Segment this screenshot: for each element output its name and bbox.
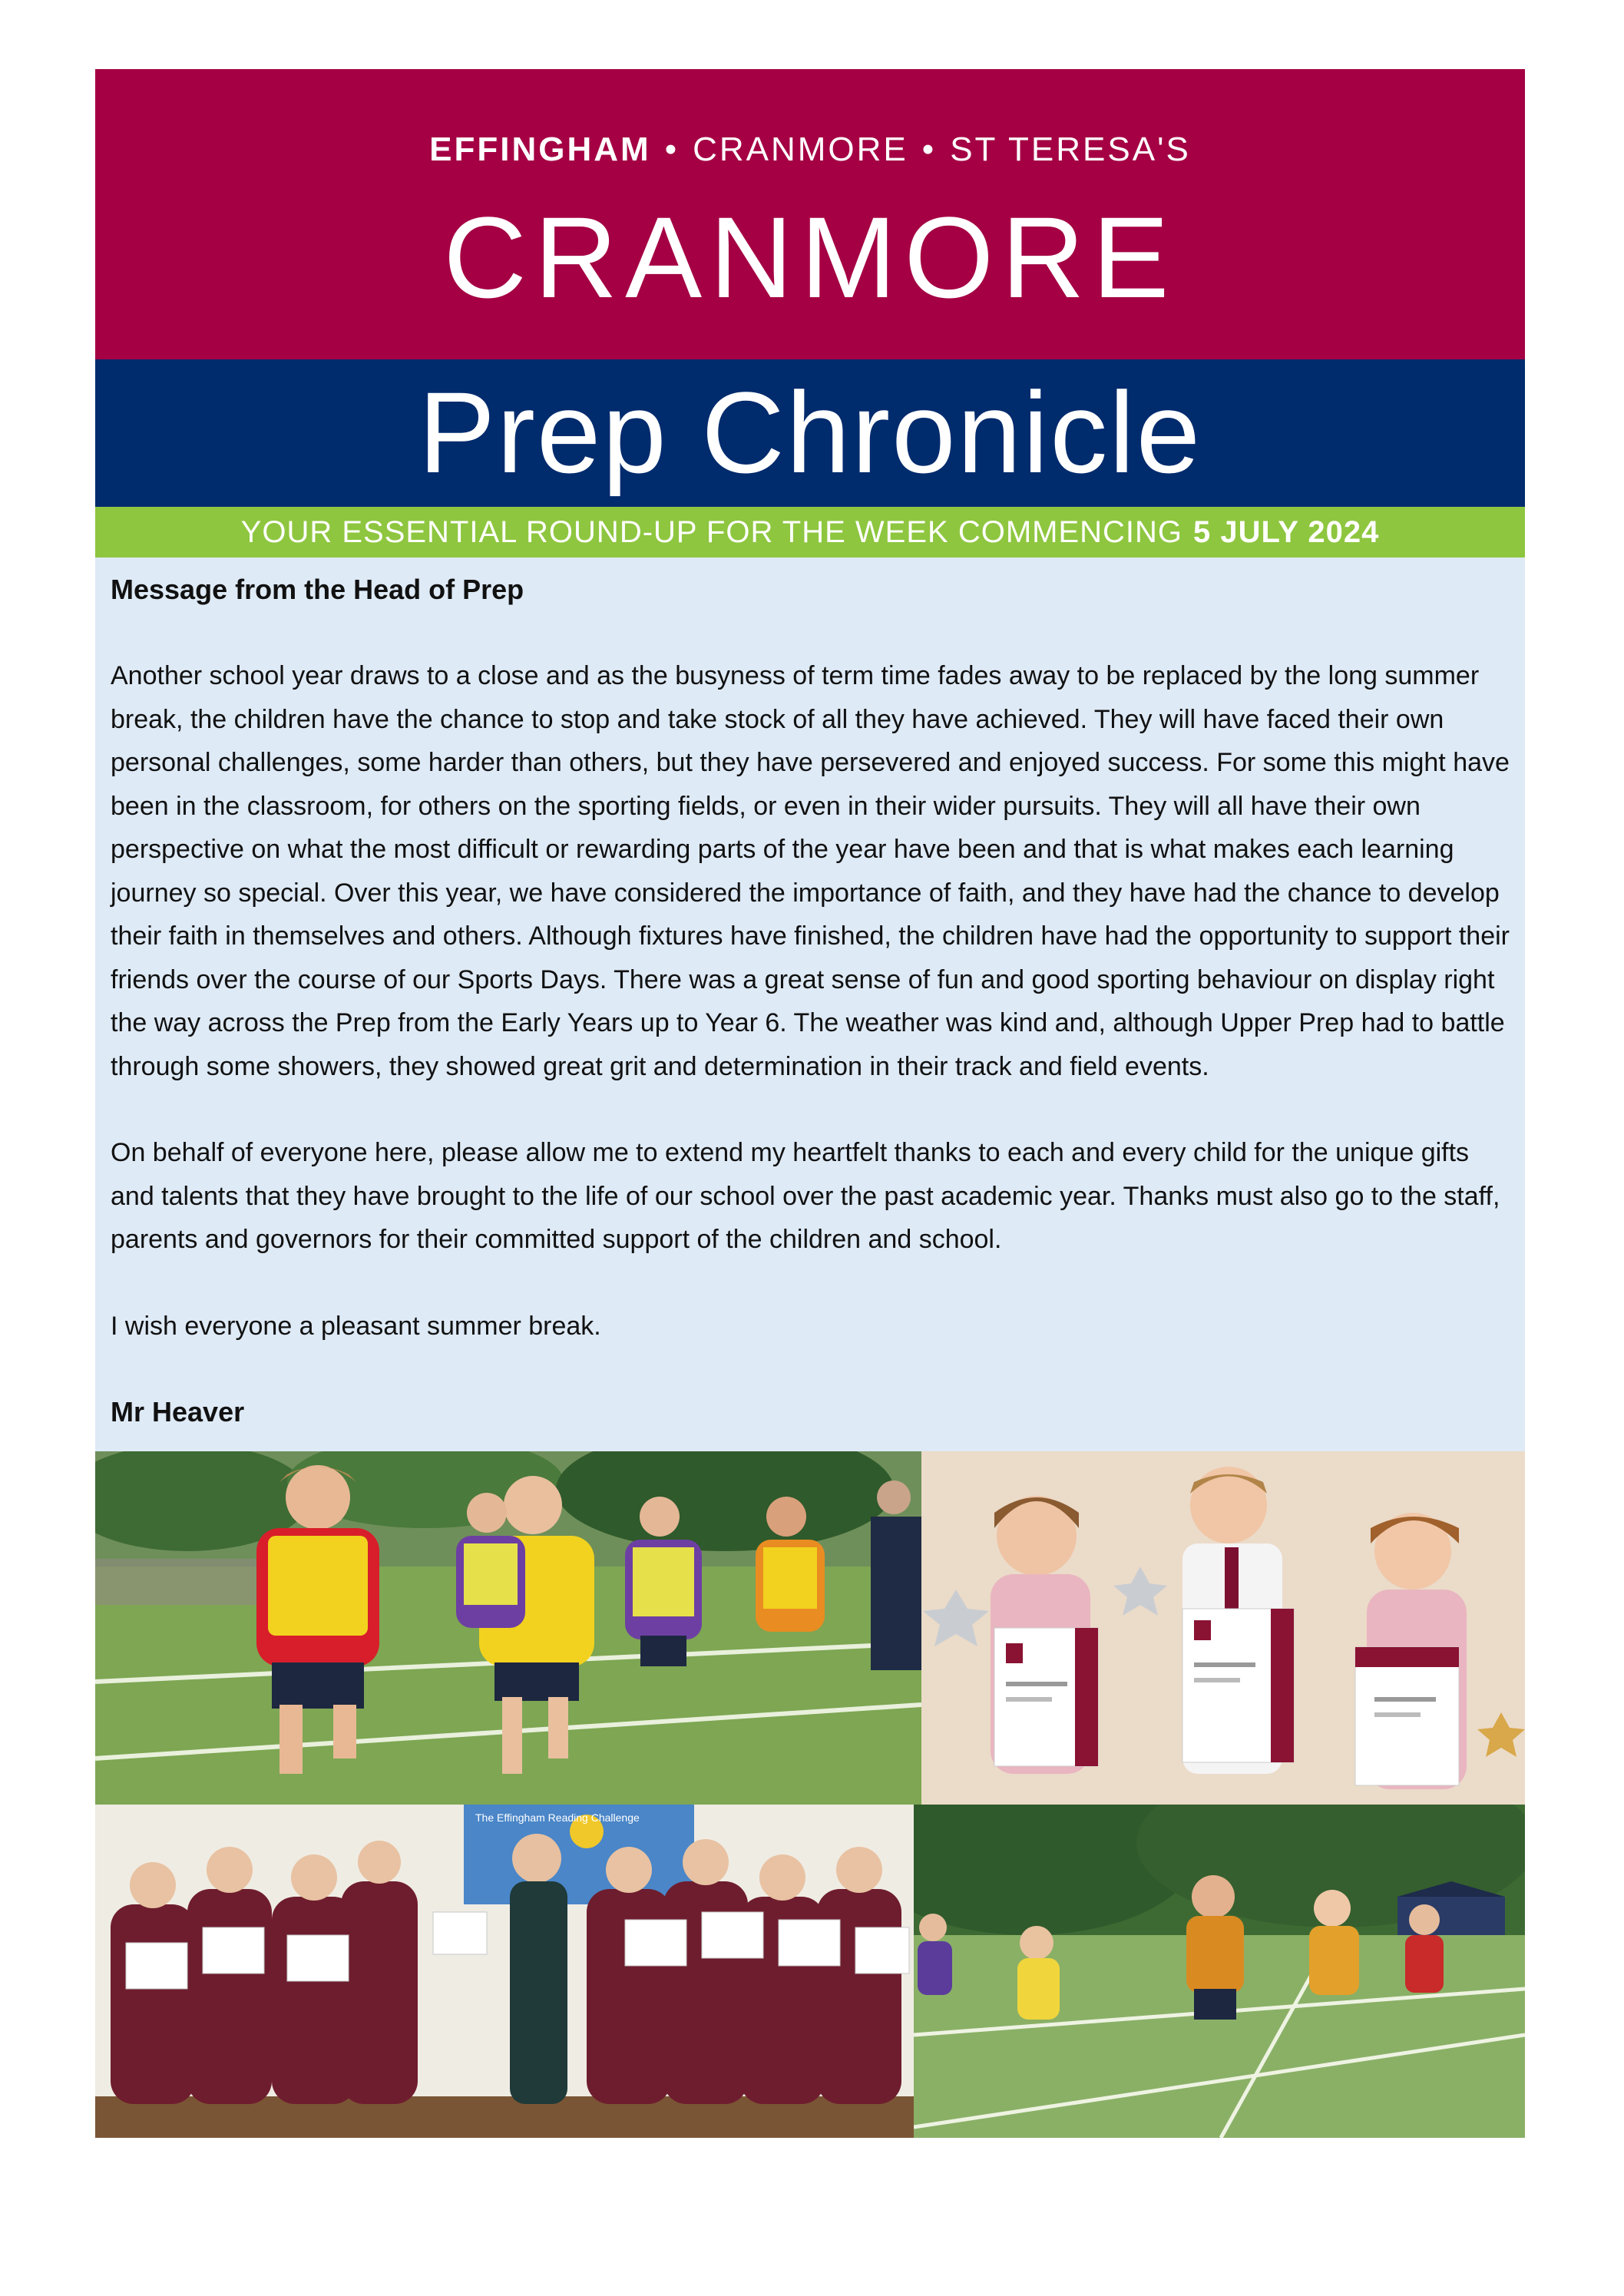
tagline-text: YOUR ESSENTIAL ROUND-UP FOR THE WEEK COMMENCING	[240, 515, 1183, 549]
school-names	[95, 131, 1525, 169]
tagline-date: 5 JULY 2024	[1193, 515, 1380, 549]
photo-sports-day-runners	[95, 1451, 921, 1805]
message-signature: Mr Heaver	[111, 1396, 245, 1428]
message-paragraph: I wish everyone a pleasant summer break.	[111, 1311, 601, 1341]
school-name-cranmore: CRANMORE	[693, 131, 908, 168]
tagline-bar	[95, 507, 1525, 557]
masthead	[95, 69, 1525, 557]
message-paragraph: Another school year draws to a close and as the busyness of term time fades away to be replaced by the long summer break, the children have the chance to stop and take stock of all they have achieved. They will have faced their own personal challenges, some harder than others, but they have persevered and enjoyed success. For some this might have been in the classroom, for others on the sporting fields, or even in their wider pursuits. They will all have their own perspective on what the most difficult or rewarding parts of the year have been and that is what makes each learning journey so special. Over this year, we have considered the importance of faith, and they have had the chance to develop their faith in themselves and others. Although fixtures have finished, the children have had the opportunity to support their friends over the course of our Sports Days. There was a great sense of fun and good sporting behaviour on display right the way across the Prep from the Early Years up to Year 6. The weather was kind and, although Upper Prep had to battle through some showers, they showed great grit and determination in their track and field events.	[111, 661, 1510, 1081]
school-name-effingham: EFFINGHAM	[429, 131, 651, 168]
photo-reading-challenge-group	[95, 1805, 914, 2138]
newsletter-page	[95, 69, 1525, 2138]
separator-dot: •	[921, 131, 937, 168]
brand-title: CRANMORE	[443, 193, 1177, 322]
photo-infant-race	[914, 1805, 1525, 2138]
masthead-red-band	[95, 69, 1525, 359]
head-of-prep-message	[95, 557, 1525, 1451]
photo-certificate-winners	[921, 1451, 1525, 1805]
photo-collage	[95, 1451, 1525, 2138]
message-heading: Message from the Head of Prep	[111, 574, 524, 605]
newsletter-title: Prep Chronicle	[418, 368, 1202, 497]
masthead-blue-band	[95, 359, 1525, 507]
reading-challenge-banner: The Effingham Reading Challenge	[475, 1811, 640, 1824]
separator-dot: •	[664, 131, 680, 168]
school-name-st-teresas: ST TERESA'S	[950, 131, 1191, 168]
message-paragraph: On behalf of everyone here, please allow me to extend my heartfelt thanks to each and every child for the unique gifts and talents that they have brought to the life of our school over the past academic year. Thanks must also go to the staff, parents and governors for their committed support of the children and school.	[111, 1138, 1500, 1254]
